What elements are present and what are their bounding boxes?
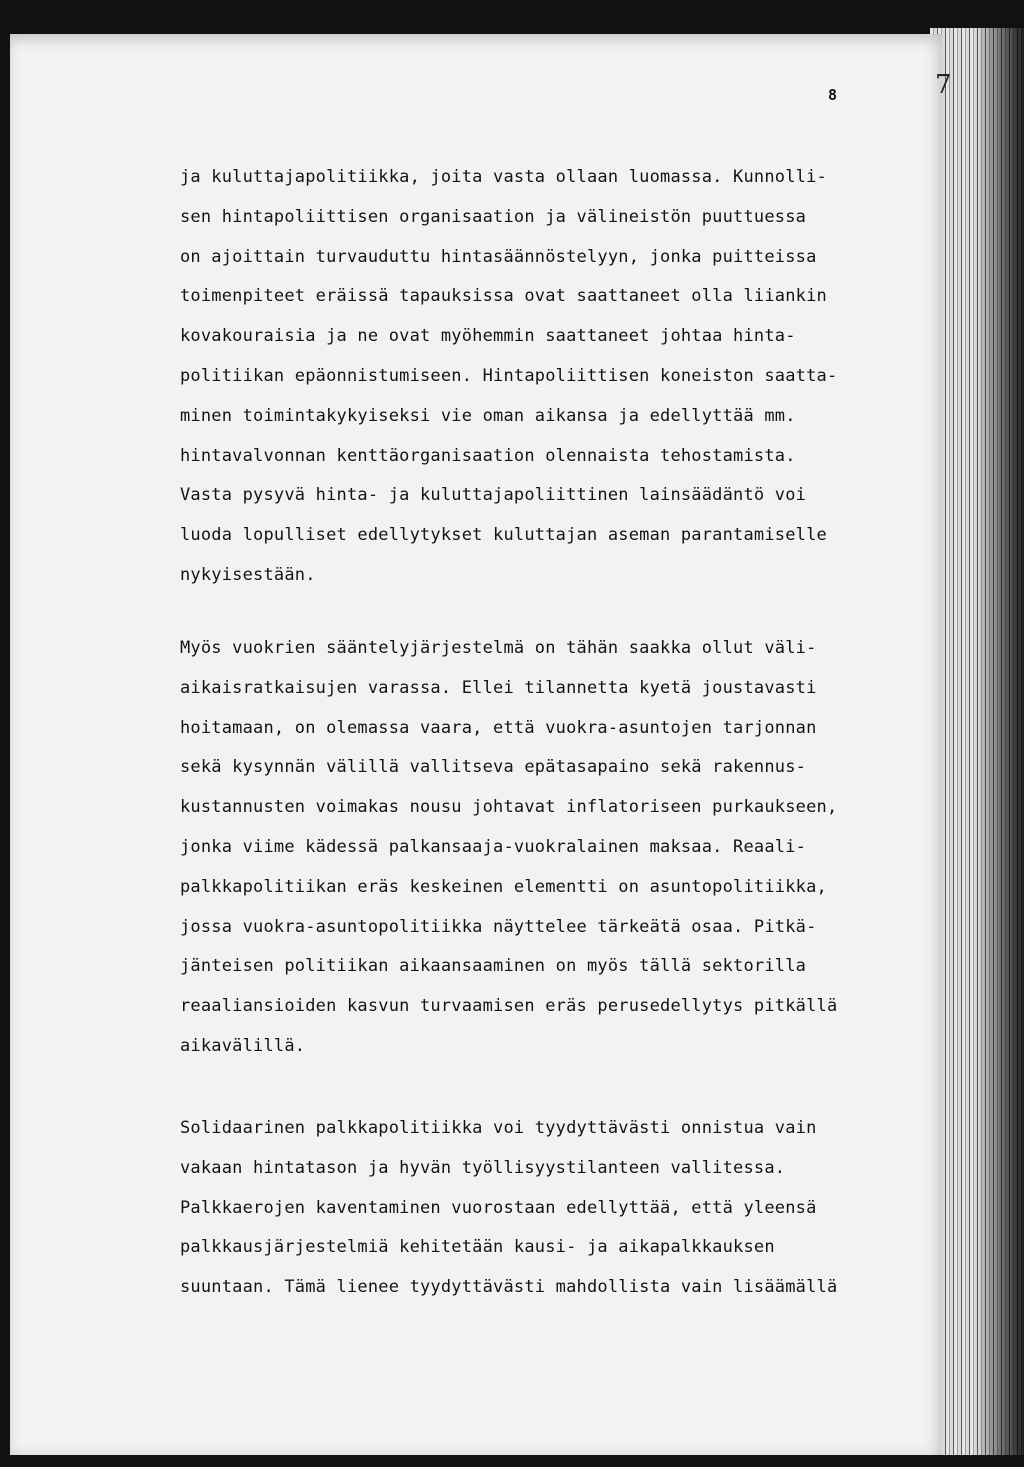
text-line: nykyisestään.	[180, 564, 316, 585]
text-line: Vasta pysyvä hinta- ja kuluttajapoliittinen lainsäädäntö voi	[180, 485, 807, 506]
text-line: sekä kysynnän välillä vallitseva epätasapaino sekä rakennus-	[180, 757, 807, 778]
text-line: Myös vuokrien sääntelyjärjestelmä on tähän saakka ollut väli-	[180, 638, 817, 658]
page-number: 8	[828, 86, 838, 104]
text-line: kustannusten voimakas nousu johtavat inflatoriseen purkaukseen,	[180, 797, 838, 818]
paragraph-2	[180, 629, 837, 1067]
text-line: toimenpiteet eräissä tapauksissa ovat saattaneet olla liiankin	[180, 286, 827, 307]
text-line: minen toimintakykyiseksi vie oman aikansa ja edellyttää mm.	[180, 405, 796, 426]
text-line: politiikan epäonnistumiseen. Hintapoliittisen koneiston saatta-	[180, 365, 838, 386]
text-line: suuntaan. Tämä lienee tyydyttävästi mahdollista vain lisäämällä	[180, 1277, 838, 1298]
text-line: hoitamaan, on olemassa vaara, että vuokra-asuntojen tarjonnan	[180, 717, 817, 738]
text-line: Solidaarinen palkkapolitiikka voi tyydyttävästi onnistua vain	[180, 1118, 817, 1138]
corner-handwritten-mark: 7	[935, 70, 952, 100]
text-line: luoda lopulliset edellytykset kuluttajan aseman parantamiselle	[180, 525, 827, 546]
text-line: kovakouraisia ja ne ovat myöhemmin saattaneet johtaa hinta-	[180, 326, 796, 347]
text-line: jossa vuokra-asuntopolitiikka näyttelee tärkeätä osaa. Pitkä-	[180, 916, 817, 937]
paragraph-3	[180, 1109, 837, 1308]
text-line: jonka viime kädessä palkansaaja-vuokralainen maksaa. Reaali-	[180, 836, 807, 857]
text-line: vakaan hintatason ja hyvän työllisyystilanteen vallitessa.	[180, 1157, 786, 1178]
text-line: aikaisratkaisujen varassa. Ellei tilannetta kyetä joustavasti	[180, 677, 817, 698]
text-line: palkkausjärjestelmiä kehitetään kausi- ja aikapalkkauksen	[180, 1237, 775, 1258]
scan-frame-bottom	[0, 1455, 1024, 1467]
text-line: aikavälillä.	[180, 1035, 306, 1056]
paragraph-1	[180, 158, 837, 596]
text-line: ja kuluttajapolitiikka, joita vasta ollaan luomassa. Kunnolli-	[180, 167, 827, 187]
text-line: reaaliansioiden kasvun turvaamisen eräs perusedellytys pitkällä	[180, 996, 838, 1017]
text-line: on ajoittain turvauduttu hintasäännöstelyyn, jonka puitteissa	[180, 246, 817, 267]
text-line: palkkapolitiikan eräs keskeinen elementti on asuntopolitiikka,	[180, 876, 827, 897]
scan-frame-left	[0, 0, 10, 1467]
text-line: Palkkaerojen kaventaminen vuorostaan edellyttää, että yleensä	[180, 1197, 817, 1218]
book-edge-shadow	[975, 28, 1024, 1458]
text-line: hintavalvonnan kenttäorganisaation olennaista tehostamista.	[180, 445, 796, 466]
text-line: sen hintapoliittisen organisaation ja välineistön puuttuessa	[180, 206, 807, 227]
text-line: jänteisen politiikan aikaansaaminen on myös tällä sektorilla	[180, 956, 807, 977]
